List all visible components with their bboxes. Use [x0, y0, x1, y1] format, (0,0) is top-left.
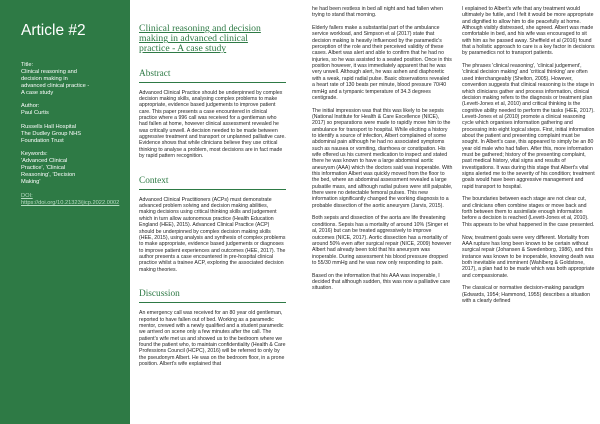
affiliation-line: The Dudley Group NHS	[21, 130, 82, 137]
keyword-line: Practice', 'Clinical	[21, 165, 66, 172]
body-paragraph: Elderly fallers make a substantial part of the ambulance service workload, and Simpson et al (2017) state that decision making is heavily influenced by the paramedic's perception of the role and their perceived validity of these cases. Albert was alert and able to confirm that he had no injuries, so he was assisted to a seated position. Once in this position however, it was immediately apparent that he was very unwell. Although alert, he was ashen and diaphoretic with a weak, rapid radial pulse. Basic observations revealed a heart rate of 130 beats per minute, blood pressure 70/40 mmHg and a tympanic temperature of 34.3 degrees centigrade.	[312, 25, 452, 101]
title-line: advanced clinical practice -	[21, 82, 90, 89]
abstract-heading: Abstract	[139, 69, 286, 83]
author-label: Author:	[21, 103, 40, 110]
title-line: Clinical reasoning and	[21, 68, 77, 75]
affiliation-line: Foundation Trust	[21, 137, 64, 144]
column-1	[139, 24, 286, 374]
keyword-line: 'Advanced Clinical	[21, 158, 68, 165]
affiliation-block	[21, 124, 121, 145]
keyword-line: Making'	[21, 179, 41, 186]
title-line: Clinical reasoning and decision	[139, 23, 261, 34]
body-paragraph: Both sepsis and dissection of the aorta are life threatening conditions. Sepsis has a mortality of around 10% (Singer et al, 2016) but can be treated aggressively to improve outcomes (NICE, 2017). Aortic dissection has a mortality of around 50% even after surgical repair (NICE, 2009) however Albert had already been told that his aneurysm was inoperable. During assessment his blood pressure dropped to 55/30 mmHg and he was now only responding to pain.	[312, 215, 452, 266]
context-heading: Context	[139, 176, 286, 190]
body-paragraph: he had been restless in bed all night and had fallen when trying to stand that morning.	[312, 6, 443, 19]
body-paragraph: The phrases 'clinical reasoning', 'clinical judgement', 'clinical decision making' and 'critical thinking' are often used interchangeably (Shelton, 2005). However, convention suggests that clinical reasoning is the stage in which clinicians gather and process information, clinical decision making refers to the diagnosis or treatment plan (Levett-Jones et al, 2010) and critical thinking is the cognitive ability needed to perform the tasks (HEE, 2017). Levett-Jones et al (2010) promote a clinical reasoning cycle which organises information gathering and processing into eight logical steps. First, initial information about the patient and presenting complaint must be sought. In Albert's case, this appeared to simply be an 80 year old male who had fallen. After this, more information must be gathered; history of the presenting complaint, past medical history, vital signs and results of investigations. It was during this stage that Albert's vital signs alerted me to the severity of his condition; treatment goals would have been aggressive management and rapid transport to hospital.	[462, 63, 595, 190]
body-paragraph: The classical or normative decision-making paradigm (Edwards, 1954; Hammond, 1955) describes a situation with a clearly defined	[462, 285, 591, 304]
keyword-line: Reasoning', 'Decision	[21, 172, 76, 179]
title-line: decision making in	[21, 75, 68, 82]
context-paragraph: Advanced Clinical Practitioners (ACPs) must demonstrate advanced problem solving and decision making abilities, making decisions using critical thinking skills and judgement which in turn allow autonomous practice (Health Education England (HEE), 2015). Advanced Clinical Practice (ACP) should be underpinned by complex decision making skills (HEE, 2015), using analysis and synthesis of complex problems to make appropriate, evidence based judgements or diagnoses to improve patient experiences and outcomes (HEE, 2017). The author presents a case encountered in pre-hospital clinical practice whilst a trainee ACP, exploring the associated decision making theories.	[139, 196, 286, 273]
body-paragraph: The boundaries between each stage are not clear cut, and clinicians often combine stages or move back and forth between them to assimilate enough information before a decision is reached (Levett-Jones et al, 2010). This appears to be what happened in the case presented.	[462, 196, 595, 228]
column-3	[462, 6, 596, 311]
sidebar	[0, 0, 130, 424]
title-label: Title:	[21, 62, 34, 68]
body-paragraph: The initial impression was that this was likely to be sepsis (National Institute for Health & Care Excellence (NICE), 2017) so preparations were made to rapidly move him to the ambulance for transport to hospital. While eliciting a history to identify a source of infection, Albert complained of some abdominal pain although he had no associated symptoms such as nausea or vomiting, diarrhoea or constipation. His wife offered us his current medication to inspect and stated there he was known to have a large abdominal aortic aneurysm (AAA) which the doctors said was inoperable. With this information Albert was quickly moved from the floor to the bed, where an abdominal assessment revealed a large pulsatile mass, and although radial pulses were still palpable, there were no detectable femoral pulses. This new information significantly changed the working diagnosis to a probable dissection of the aortic aneurysm (Jarvis, 2015).	[312, 107, 453, 209]
author-name: Paul Curtis	[21, 110, 49, 117]
column-2	[312, 6, 453, 298]
article-number: Article #2	[21, 22, 86, 39]
article-title[interactable]	[139, 24, 286, 55]
keywords-label: Keywords:	[21, 151, 48, 158]
affiliation-line: Russells Hall Hospital	[21, 123, 76, 130]
abstract-paragraph: Advanced Clinical Practice should be underpinned by complex decision making skills, analysing complex problems to make appropriate, evidence based judgements to improve patient care. This paper presents a case encountered in clinical practice where a 996 call was received for a gentleman who had fallen at home, however clinical assessment revealed he was critically unwell. A decision needed to be made between aggressive treatment and transport or unplanned palliative care. Evidence shows that while clinicians believe they use critical thinking to analyse a problem, most decisions are in fact made by rapid pattern recognition.	[139, 89, 286, 160]
doi-link[interactable]: DOI: https://doi.org/10.21323/jicp.2022.0002	[21, 192, 120, 206]
title-line: making in advanced clinical	[139, 33, 248, 45]
body-paragraph: I explained to Albert's wife that any treatment would ultimately be futile, and I felt it would be more appropriate and dignified to allow him to die peacefully at home. Although visibly distressed, she agreed. Albert was made comfortable in bed, and his wife was encouraged to sit with him as he passed away. Sheffield et al (2016) found that a holistic approach to care is a key factor in decisions by paramedics not to transport patients.	[462, 6, 595, 57]
keywords-block	[21, 151, 121, 186]
title-line: A case study	[21, 89, 54, 96]
author-block	[21, 103, 121, 117]
discussion-heading: Discussion	[139, 289, 286, 303]
body-paragraph: Based on the information that his AAA was inoperable, I decided that although sudden, this was now a palliative care situation.	[312, 272, 451, 292]
discussion-paragraph: An emergency call was received for an 80 year old gentleman, reported to have fallen out of bed. Working as a paramedic mentor, crewed with a newly qualified and a student paramedic we arrived on scene only a few minutes after the call. The patient's wife met us and showed us to the bedroom where we found the patient who, to maintain confidentiality (Health & Care Professions Council (HCPC), 2016) will be referred to only by the pseudonym Albert. He was on the bedroom floor, in a prone position. Albert's wife explained that	[139, 310, 286, 368]
title-line: practice - A case study	[139, 43, 227, 55]
body-paragraph: Now, treatment goals were very different. Mortality from AAA rupture has long been known to be certain without surgical repair (Johansen & Swedenborg, 1986), and this instance was known to be inoperable, knowing death was both inevitable and imminent (Wahlberg & Goldstone, 2017), a plan had to be made which was both appropriate and compassionate.	[462, 234, 595, 279]
doi-block	[21, 193, 121, 207]
title-block	[21, 62, 121, 97]
